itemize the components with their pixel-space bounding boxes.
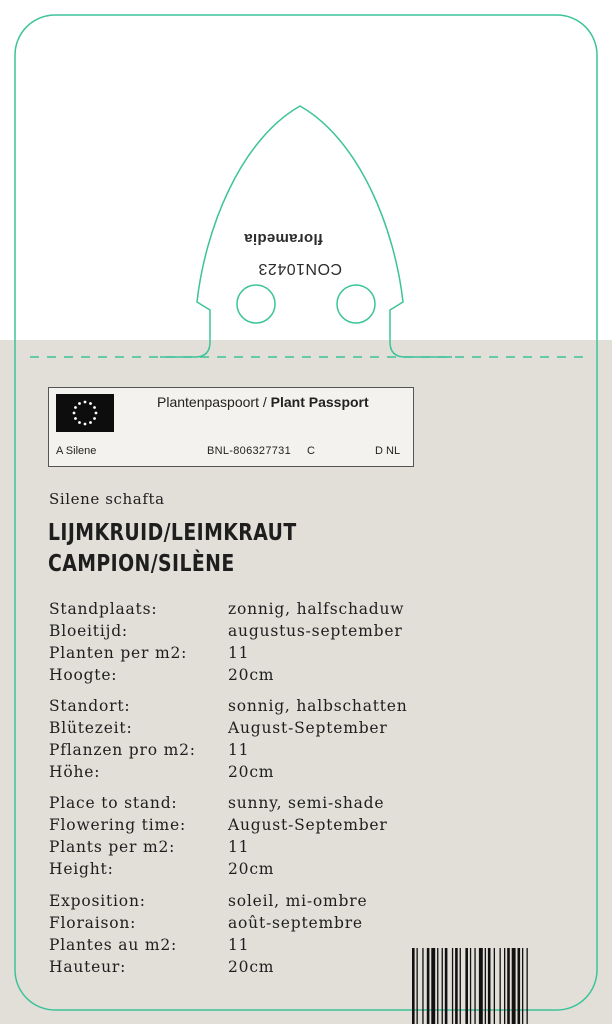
info-row: [49, 719, 449, 741]
passport-field-c: C: [307, 445, 315, 457]
info-row: [49, 936, 449, 958]
info-label: Pflanzen pro m2:: [49, 741, 196, 759]
eu-star: [74, 406, 77, 409]
info-value: August-September: [228, 719, 388, 737]
barcode: [410, 948, 588, 1024]
info-value: sonnig, halbschatten: [228, 697, 408, 715]
info-value: 11: [228, 838, 250, 856]
info-value: August-September: [228, 816, 388, 834]
barcode-bar: [494, 948, 495, 1024]
info-label: Planten per m2:: [49, 644, 188, 662]
info-row: [49, 600, 449, 622]
info-label: Flowering time:: [49, 816, 186, 834]
info-value: soleil, mi-ombre: [228, 892, 368, 910]
info-value: augustus-september: [228, 622, 403, 640]
info-label: Hauteur:: [49, 958, 127, 976]
info-row: [49, 622, 449, 644]
barcode-bar: [504, 948, 505, 1024]
barcode-bar: [500, 948, 501, 1024]
barcode-bar: [437, 948, 438, 1024]
eu-star: [93, 406, 96, 409]
info-group: [49, 794, 449, 882]
brand-logo-text: floramedia: [244, 230, 323, 247]
info-row: [49, 816, 449, 838]
plant-passport-box: [48, 387, 414, 467]
passport-title: Plantenpaspoort / Plant Passport: [157, 394, 369, 410]
info-row: [49, 644, 449, 666]
common-name-line1: LIJMKRUID/LEIMKRAUT: [48, 520, 297, 546]
eu-star: [74, 417, 77, 420]
info-row: [49, 741, 449, 763]
barcode-bar: [422, 948, 423, 1024]
barcode-bar: [460, 948, 461, 1024]
info-row: [49, 794, 449, 816]
eu-star: [84, 401, 87, 404]
barcode-bar: [485, 948, 486, 1024]
passport-field-a: A Silene: [56, 445, 97, 457]
barcode-bar: [470, 948, 471, 1024]
info-group: [49, 600, 449, 688]
info-value: août-septembre: [228, 914, 363, 932]
info-group: [49, 697, 449, 785]
info-value: 11: [228, 741, 250, 759]
info-row: [49, 860, 449, 882]
barcode-bar: [488, 948, 491, 1024]
info-value: 20cm: [228, 763, 275, 781]
eu-star: [93, 417, 96, 420]
barcode-bar: [417, 948, 418, 1024]
barcode-bar: [442, 948, 443, 1024]
info-label: Floraison:: [49, 914, 137, 932]
info-label: Exposition:: [49, 892, 146, 910]
info-label: Height:: [49, 860, 114, 878]
info-value: sunny, semi-shade: [228, 794, 385, 812]
barcode-bar: [479, 948, 483, 1024]
eu-star: [73, 412, 76, 415]
info-group: [49, 892, 449, 980]
common-name-line2: CAMPION/SILÈNE: [48, 551, 235, 577]
info-row: [49, 697, 449, 719]
barcode-bar: [452, 948, 453, 1024]
info-label: Hoogte:: [49, 666, 118, 684]
barcode-bar: [455, 948, 458, 1024]
eu-flag-icon: [56, 394, 114, 432]
info-label: Standort:: [49, 697, 131, 715]
info-label: Place to stand:: [49, 794, 178, 812]
barcode-bar: [412, 948, 415, 1024]
info-row: [49, 666, 449, 688]
barcode-bar: [465, 948, 468, 1024]
info-row: [49, 763, 449, 785]
info-label: Bloeitijd:: [49, 622, 128, 640]
info-value: 11: [228, 644, 250, 662]
passport-field-d: D NL: [375, 445, 401, 457]
info-label: Plants per m2:: [49, 838, 176, 856]
info-value: 20cm: [228, 666, 275, 684]
info-value: 11: [228, 936, 250, 954]
barcode-bar: [522, 948, 523, 1024]
info-value: 20cm: [228, 860, 275, 878]
eu-star: [89, 421, 92, 424]
barcode-bar: [474, 948, 475, 1024]
barcode-bar: [527, 948, 528, 1024]
barcode-bar: [445, 948, 448, 1024]
product-code: CON10423: [258, 260, 343, 277]
info-label: Blütezeit:: [49, 719, 133, 737]
eu-star: [84, 423, 87, 426]
info-row: [49, 892, 449, 914]
info-value: 20cm: [228, 958, 275, 976]
barcode-bar: [512, 948, 516, 1024]
common-name: [48, 518, 297, 580]
info-row: [49, 914, 449, 936]
eu-star: [78, 402, 81, 405]
latin-name: Silene schafta: [49, 490, 165, 508]
passport-field-b: BNL-806327731: [207, 445, 292, 457]
barcode-bar: [427, 948, 430, 1024]
info-row: [49, 838, 449, 860]
eu-star: [78, 421, 81, 424]
info-label: Plantes au m2:: [49, 936, 178, 954]
info-row: [49, 958, 449, 980]
eu-star: [89, 402, 92, 405]
info-label: Standplaats:: [49, 600, 158, 618]
eu-star: [95, 412, 98, 415]
info-value: zonnig, halfschaduw: [228, 600, 405, 618]
barcode-bar: [507, 948, 510, 1024]
barcode-bar: [518, 948, 521, 1024]
barcode-bar: [431, 948, 435, 1024]
info-label: Höhe:: [49, 763, 101, 781]
